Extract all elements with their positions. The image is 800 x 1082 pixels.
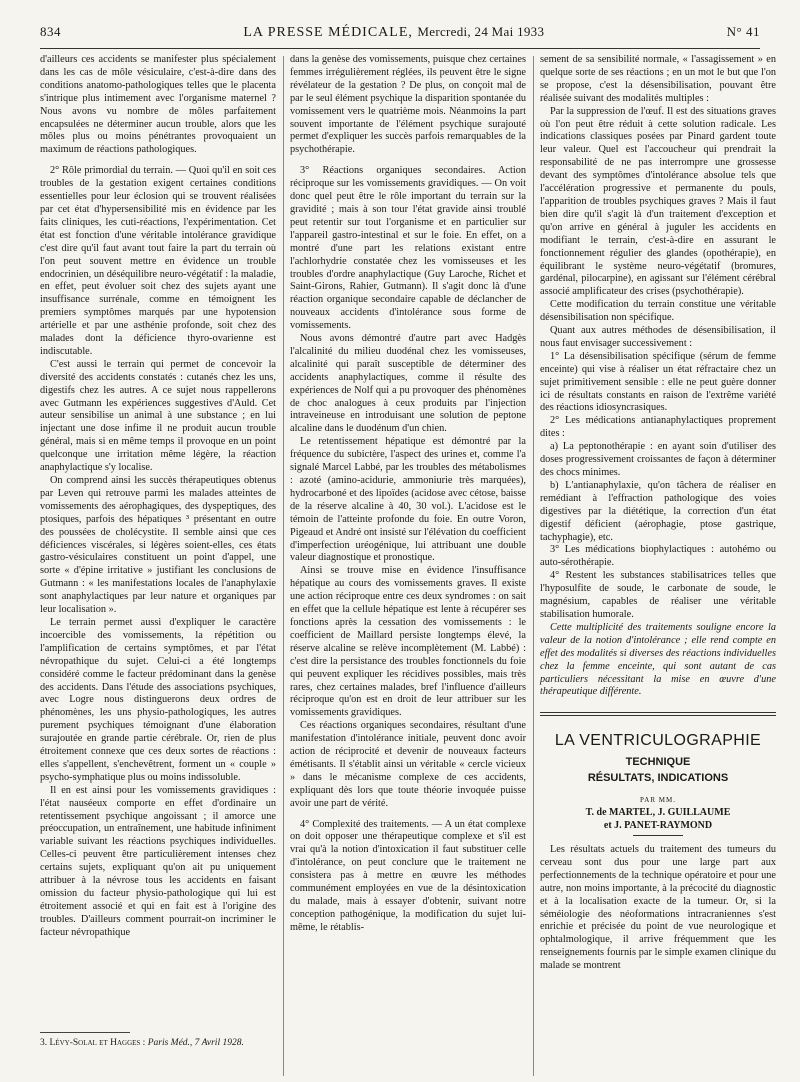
paragraph: 4° Complexité des traitements. — A un état complexe on doit opposer une thérapeutique complexe et s'il est vrai qu'à la notion d'intoxication il faut substituer celle d'intolérance, on peut conclure que le traitement ne consistera pas à mettre en œuvre les méthodes communément employées en vue de la désintoxication du malade, mais à essayer d'obtenir, suivant notre conception pathogénique, la modification du sujet lui-même, le rétablis- [290, 818, 526, 933]
column-divider [283, 56, 284, 1076]
paragraph: a) La peptonothérapie : en ayant soin d'utiliser des doses progressivement croissantes de façon à déterminer des chocs minimes. [540, 441, 776, 478]
issue-date: Mercredi, 24 Mai 1933 [417, 24, 545, 39]
footnote-number: 3. [40, 1038, 48, 1048]
paragraph: C'est aussi le terrain qui permet de concevoir la diversité des accidents constatés : cutanés chez les uns, digestifs chez les autres. A ce sujet nous rappellerons avec Gutmann les expériences suggestives d'Auld. Cet auteur sensibilise un animal à une substance ; en lui injectant une dose infime il ne produit aucun trouble général, mais si en même temps il provoque en un point quelconque une irritation même légère, la réaction anaphylactique s'y localise. [40, 358, 276, 474]
paragraph: 2° Les médications antianaphylactiques proprement dites : [540, 415, 776, 440]
paragraph: 1° La désensibilisation spécifique (sérum de femme enceinte) qui vise à réaliser un état réfractaire chez un sujet primitivement sensible : elle ne peut guère donner ici de résultats constants en raison de l'extrême variété des réactions idiosyncrasiques. [540, 350, 776, 414]
column-divider [533, 56, 534, 1076]
article-paragraph: Les résultats actuels du traitement des tumeurs du cerveau sont dus pour une large part aux perfectionnements de la technique opératoire et pour une autre, non moins importante, à la précocité du diagnostic et à la localisation exacte de la tumeur. Or, si la séméiologie des néoformations intracraniennes s'est enrichie et précisée du point de vue neurologique et ophtalmologique, il arrive fréquemment que les renseignements fournis par le simple examen clinique du malade se montrent [540, 844, 776, 972]
article-rule [540, 712, 776, 716]
paragraph: Cette modification du terrain constitue une véritable désensibilisation non spécifique. [540, 299, 776, 324]
text-column-1 [40, 54, 276, 938]
journal-title-line [243, 24, 544, 41]
paragraph: Par la suppression de l'œuf. Il est des situations graves où l'on peut être réduit à cette solution radicale. Les indications classiques posées par Pinard gardent toute leur valeur. Quel est l'accoucheur qui prendrait la responsabilité de ne pas interrompre une grossesse devant des symptômes d'intolérance absolue tels que l'accélération progressive et permanente du pouls, l'apparition de troubles psychiques graves ? Mais il faut bien dire qu'il s'agit là d'un traitement d'exception et qu'on arrive en général à juguler les accidents en modifiant le terrain, c'est-à-dire en assurant le fonctionnement régulier des glandes (opothérapie), en équilibrant le système neuro-végétatif (bromures, gardénal, pilocarpine), en agissant sur l'élément cérébral associé amplificateur des crises (psychothérapie). [540, 105, 776, 298]
paragraph: On comprend ainsi les succès thérapeutiques obtenus par Leven qui retrouve parmi les malades atteintes de vomissements des aérophagiques, des dyspeptiques, des ptosiques, parfois des hépatiques ³ présentant en outre des poussées de cholécystite. Il semble ainsi que ces déficiences viscérales, si légères soient-elles, ces états gastro-vésiculaires constituent un point d'appel, une sorte « d'épine irritative » justifiant les conclusions de Gutmann : « les manifestations locales de l'anaphylaxie sont anaphylactiques par leur nature et organiques par leur localisation ». [40, 475, 276, 616]
footnote [40, 1038, 280, 1049]
paragraph: sement de sa sensibilité normale, « l'assagissement » en quelque sorte de ses réactions ; en un mot le but que l'on se propose, c'est la désensibilisation, pouvant être réalisée suivant des modalités multiples : [540, 54, 776, 104]
paragraph: Ainsi se trouve mise en évidence l'insuffisance hépatique au cours des vomissements graves. Il existe une action réciproque entre ces deux syndromes : on sait en effet que la cellule hépatique est lente à récupérer ses fonctions après la cessation des vomissements : le coefficient de Maillard persiste longtemps élevé, la réserve alcaline se relève incomplètement (M. Labbé) : c'est dire la persistance des troubles fonctionnels du foie qui peuvent expliquer les récidives possibles, mais très rares, chez certaines malades, bref l'influence d'ailleurs réciproque qu'on est en droit de leur attribuer sur les vomissements gravidiques. [290, 565, 526, 719]
article-subtitle: TECHNIQUE [625, 756, 691, 768]
paragraph: 3° Réactions organiques secondaires. Action réciproque sur les vomissements gravidiques. — On voit donc quel peut être le rôle important du terrain sur la gravidité ; mais à son tour l'état gravide ainsi troublé peut retentir sur tout l'organisme et en particulier sur l'appareil gastro-intestinal et sur le foie. En effet, on a montré d'une part les relations existant entre l'achlorhydrie constatée chez les vomisseuses et les troubles d'ordre anaphylactique (Guy Laroche, Richet et Saint-Girons, Rahier, Gutmann). Il s'agit donc là d'une réaction organique secondaire capable de déclancher de nouveaux accidents d'intolérance sous forme de vomissements. [290, 165, 526, 332]
paragraph: Ces réactions organiques secondaires, résultant d'une manifestation d'intolérance initiale, peuvent donc avoir action de réciprocité et devenir de nouveaux facteurs émétisants. Il s'établit ainsi un véritable « cercle vicieux » dans le mécanisme complexe de ces accidents, expliquant dès lors que toute théorie invoquée puisse avoir une part de vérité. [290, 720, 526, 809]
footnote-authors: Lévy-Solal et Hagges : [49, 1038, 146, 1048]
footnote-rule [40, 1032, 130, 1033]
footnote-reference: Paris Méd., 7 Avril 1928. [147, 1038, 244, 1048]
paragraph: 4° Restent les substances stabilisatrices telles que l'hyposulfite de soude, le carbonate de soude, le magnésium, capables de réaliser une véritable stabilisation humorale. [540, 570, 776, 620]
paragraph: Le retentissement hépatique est démontré par la fréquence du subictère, l'aspect des urines et, comme l'a signalé Marcel Labbé, par les troubles des métabolismes : azoté (amino-acidurie, ammoniurie très marquées), hydrocarboné et des lipoïdes (acidose avec cétose, baisse de la réserve alcaline à 40, 30 vol.). L'acidose est le témoin de l'atteinte profonde du foie. En outre Voron, Pigeaud et André ont insisté sur l'élévation du coefficient d'imperfection uréogénique, lui attribuant une double valeur diagnostique et pronostique. [290, 436, 526, 564]
paragraph: Il en est ainsi pour les vomissements gravidiques : l'état nauséeux comporte en effet d'ordinaire un retentissement psychique angoissant ; il amorce une préoccupation, un entraînement, une habitude infiniment variable suivant les réactions psychiques individuelles. Celles-ci peuvent être particulièrement intenses chez certains sujets, expliquant qu'on ait pu uniquement attribuer à la névrose tous les accidents en faisant omission du facteur physio-pathologique qui lui est étroitement associé et qui en fait est à l'origine des troubles. D'ailleurs comment pourrait-on incriminer le facteur névropathique [40, 784, 276, 938]
paragraph: dans la genèse des vomissements, puisque chez certaines femmes irrégulièrement réglées, ils peuvent être le signe révélateur de la gestation ? De plus, on conçoit mal de par le seul élément psychique la disparition spontanée du vomissement vers le quatrième mois. Néanmoins la part souvent importante de l'élément psychique surajouté permet d'expliquer les succès parfois remarquables de la psychothérapie. [290, 54, 526, 156]
text-column-2 [290, 54, 526, 933]
new-article [540, 712, 776, 973]
paragraph: b) L'antianaphylaxie, qu'on tâchera de réaliser en remédiant à l'effraction pathologique des voies digestives par la diététique, la correction d'un état digestif déficient (aérophagie, ptose gastrique, tachyphagie), etc. [540, 479, 776, 543]
paragraph: 2° Rôle primordial du terrain. — Quoi qu'il en soit ces troubles de la gestation exigent certaines conditions essentielles pour leur éclosion qui se trouvent réalisées par cet état d'hypersensibilité mis en évidence par les faits cliniques, les cuti-réactions, l'expérimentation. Cet état est fonction d'une véritable intolérance gravidique c'est dire qu'il faut avant tout faire la part du terrain où l'on peut souvent mettre en évidence un trouble endocrinien, un déséquilibre neuro-végétatif : la maladie, en effet, peut évoluer soit chez des sujets ayant une insuffisance surrénale, comme en témoignent les premiers symptômes marqués par une hypotension artérielle et par une asthénie profonde, soit chez des malades dont la déficience thyro-ovarienne est indiscutable. [40, 165, 276, 357]
paragraph: 3° Les médications biophylactiques : autohémo ou auto-sérothérapie. [540, 544, 776, 569]
byline-rule [633, 835, 683, 836]
page-number: 834 [40, 24, 61, 39]
byline-prefix: PAR MM. [640, 796, 676, 804]
text-column-3 [540, 54, 776, 698]
article-authors: T. de MARTEL, J. GUILLAUME [585, 807, 731, 818]
page-header [40, 24, 760, 46]
article-authors: et J. PANET-RAYMOND [603, 820, 713, 831]
paragraph: Cette multiplicité des traitements souligne encore la valeur de la notion d'intolérance ; elle rend compte en effet des modalités si diverses des réactions individuelles chez la femme enceinte, qui sont autant de cas particuliers nécessitant la mise en œuvre d'une thérapeutique différente. [540, 621, 776, 698]
header-rule [40, 48, 760, 49]
article-subtitle: RÉSULTATS, INDICATIONS [587, 772, 729, 784]
issue-number: N° 41 [726, 24, 760, 39]
article-title: LA VENTRICULOGRAPHIE [554, 732, 762, 749]
paragraph: Le terrain permet aussi d'expliquer le caractère incoercible des vomissements, la répétition ou l'amplification de certains symptômes, et par l'état névropathique du sujet. Celui-ci a été longtemps considéré comme le facteur prédominant dans la genèse des accidents. Dans l'étude des associations psychiques, avec Logre nous distinguerons deux ordres de phénomènes, les uns physio-pathologiques, les autres purement psychiques témoignant d'une élaboration surajoutée en grande partie cérébrale. Or, rien de plus étroitement connexe que ces deux sortes de réactions : elles s'appellent, s'enchevêtrent, forment un « couple » psycho-symphatique plus ou moins indissoluble. [40, 616, 276, 783]
paragraph: Quant aux autres méthodes de désensibilisation, il nous faut envisager successivement : [540, 325, 776, 349]
paragraph: Nous avons démontré d'autre part avec Hadgès l'alcalinité du milieu duodénal chez les vomisseuses, alcalinité qui paraît susceptible de déterminer des accidents anaphylactiques, comme il résulte des expériences de Nolf qui a pu provoquer des phénomènes de choc analogues à ceux produits par l'injection intraveineuse en introduisant une solution de peptone alcaline dans le duodénum d'un chien. [290, 333, 526, 435]
journal-name: LA PRESSE MÉDICALE, [243, 25, 413, 40]
paragraph: d'ailleurs ces accidents se manifester plus spécialement dans les cas de môle vésiculaire, c'est-à-dire dans des conditions anatomo-pathologiques telles que le placenta s'intrique plus intimement avec l'organisme maternel ? Nous avons vu nombre de môles parfaitement encapsulées ne déterminer aucun trouble, alors que les môles plus ou moins pénétrantes provoquaient un maximum de réactions pathologiques. [40, 54, 276, 156]
